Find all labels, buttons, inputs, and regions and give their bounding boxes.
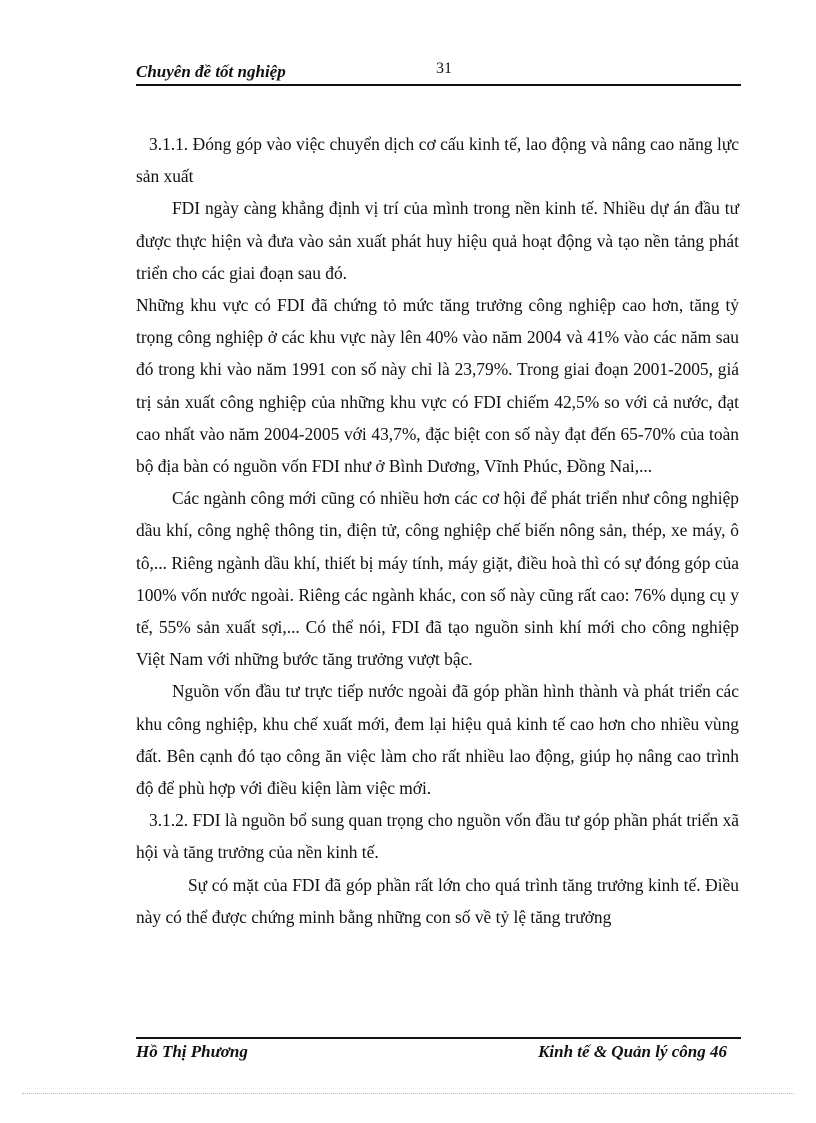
section-heading-3-1-2: 3.1.2. FDI là nguồn bổ sung quan trọng cho nguồn vốn đầu tư góp phần phát triển xã hội và tăng trưởng của nền kinh tế. [136,810,739,863]
page-footer [136,1042,741,1068]
page-header [136,58,741,84]
page-bottom-border [22,1093,794,1094]
footer-divider [136,1037,741,1039]
page-number: 31 [436,60,452,77]
header-title: Chuyên đề tốt nghiệp [136,62,286,81]
paragraph: FDI ngày càng khẳng định vị trí của mình trong nền kinh tế. Nhiều dự án đầu tư được thực hiện và đưa vào sản xuất phát huy hiệu quả hoạt động và tạo nền tảng phát triển cho các giai đoạn sau đó. [136,198,739,283]
paragraph: Các ngành công mới cũng có nhiều hơn các cơ hội để phát triển như công nghiệp dầu khí, công nghệ thông tin, điện tử, công nghiệp chế biến nông sản, thép, xe máy, ô tô,... Riêng ngành dầu khí, thiết bị máy tính, máy giặt, điều hoà thì có sự đóng góp của 100% vốn nước ngoài. Riêng các ngành khác, con số này cũng rất cao: 76% dụng cụ y tế, 55% sản xuất sợi,... Có thể nói, FDI đã tạo nguồn sinh khí mới cho công nghiệp Việt Nam với những bước tăng trưởng vượt bậc. [136,488,739,670]
paragraph: Nguồn vốn đầu tư trực tiếp nước ngoài đã góp phần hình thành và phát triển các khu công nghiệp, khu chế xuất mới, đem lại hiệu quả kinh tế cao hơn cho nhiều vùng đất. Bên cạnh đó tạo công ăn việc làm cho rất nhiều lao động, giúp họ nâng cao trình độ để phù hợp với điều kiện làm việc mới. [136,681,739,799]
section-heading-3-1-1: 3.1.1. Đóng góp vào việc chuyển dịch cơ cấu kinh tế, lao động và nâng cao năng lực sản xuất [136,134,739,187]
body-text [136,128,739,933]
footer-class: Kinh tế & Quản lý công 46 [538,1042,727,1061]
paragraph: Sự có mặt của FDI đã góp phần rất lớn cho quá trình tăng trưởng kinh tế. Điều này có thể được chứng minh bằng những con số về tỷ lệ tăng trưởng [136,874,739,927]
paragraph: Những khu vực có FDI đã chứng tỏ mức tăng trưởng công nghiệp cao hơn, tăng tỷ trọng công nghiệp ở các khu vực này lên 40% vào năm 2004 và 41% vào các năm sau đó trong khi vào năm 1991 con số này chỉ là 23,79%. Trong giai đoạn 2001-2005, giá trị sản xuất công nghiệp của những khu vực có FDI chiếm 42,5% so với cả nước, đạt cao nhất vào năm 2004-2005 với 43,7%, đặc biệt con số này đạt đến 65-70% của toàn bộ địa bàn có nguồn vốn FDI như ở Bình Dương, Vĩnh Phúc, Đồng Nai,... [136,295,739,477]
header-divider [136,84,741,86]
footer-author: Hồ Thị Phương [136,1042,248,1061]
